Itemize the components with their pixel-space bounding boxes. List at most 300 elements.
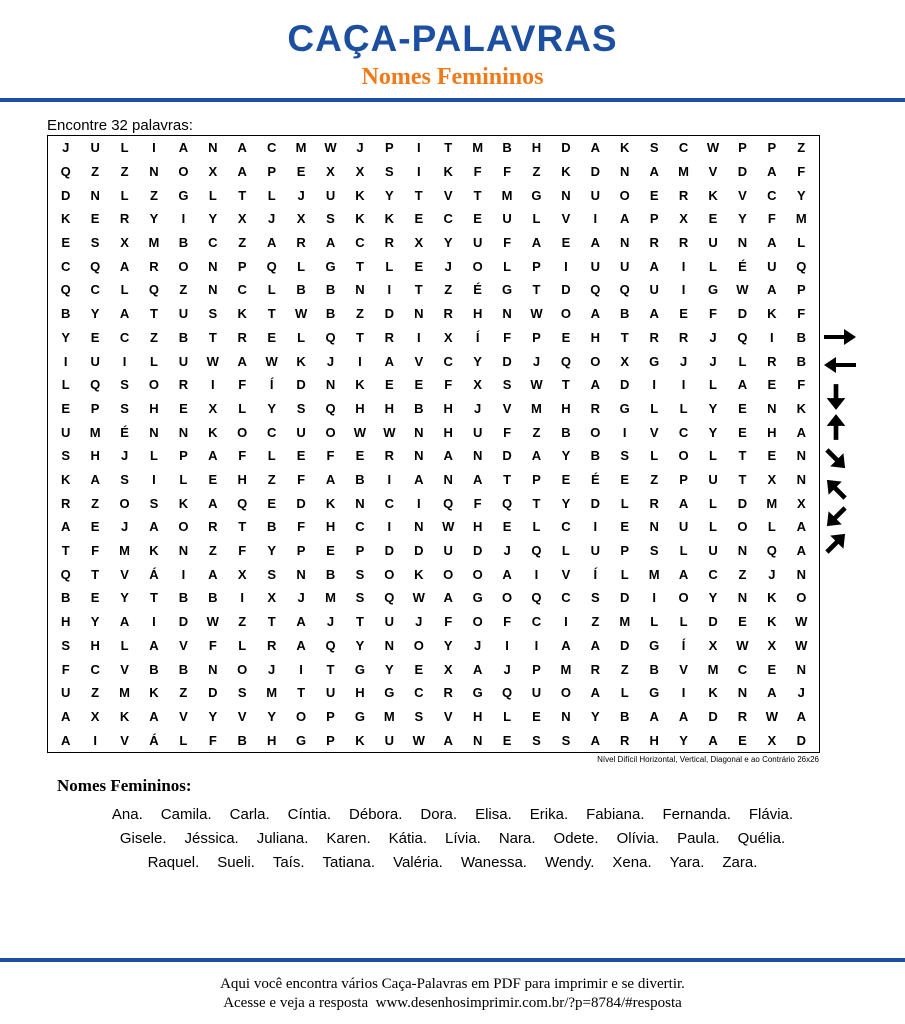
grid-cell[interactable]: M [648, 566, 660, 582]
grid-cell[interactable]: E [561, 472, 571, 488]
grid-cell[interactable]: T [238, 519, 247, 535]
grid-cell[interactable]: O [237, 424, 248, 440]
grid-cell[interactable]: D [737, 306, 748, 322]
grid-cell[interactable]: U [649, 282, 659, 298]
grid-cell[interactable]: P [532, 329, 541, 345]
grid-cell[interactable]: Y [561, 495, 571, 511]
grid-cell[interactable]: D [208, 685, 218, 701]
grid-cell[interactable]: E [738, 614, 747, 630]
grid-cell[interactable]: I [93, 732, 97, 748]
grid-cell[interactable]: R [384, 235, 395, 251]
grid-cell[interactable]: L [267, 187, 276, 203]
grid-cell[interactable]: O [237, 661, 248, 677]
grid-cell[interactable]: L [503, 258, 512, 274]
grid-cell[interactable]: J [797, 685, 805, 701]
grid-cell[interactable]: E [738, 400, 747, 416]
grid-cell[interactable]: E [561, 329, 571, 345]
grid-cell[interactable]: Y [473, 353, 482, 369]
grid-cell[interactable]: Y [149, 211, 159, 227]
grid-cell[interactable]: F [503, 614, 512, 630]
grid-cell[interactable]: A [678, 708, 689, 724]
grid-cell[interactable]: O [384, 566, 395, 582]
grid-cell[interactable]: J [120, 519, 129, 535]
grid-cell[interactable]: T [326, 661, 335, 677]
grid-cell[interactable]: K [119, 708, 130, 724]
grid-cell[interactable]: U [90, 140, 100, 156]
grid-cell[interactable]: M [295, 140, 307, 156]
grid-cell[interactable]: U [443, 543, 453, 559]
grid-cell[interactable]: C [561, 519, 571, 535]
grid-cell[interactable]: S [326, 211, 335, 227]
grid-cell[interactable]: K [149, 685, 159, 701]
grid-cell[interactable]: A [796, 424, 806, 440]
grid-cell[interactable]: L [61, 377, 70, 393]
grid-cell[interactable]: L [179, 472, 188, 488]
grid-cell[interactable]: D [502, 448, 512, 464]
grid-cell[interactable]: L [650, 400, 659, 416]
grid-cell[interactable]: L [709, 258, 717, 274]
grid-cell[interactable]: G [325, 258, 336, 274]
grid-cell[interactable]: Q [325, 637, 336, 653]
grid-cell[interactable]: F [767, 211, 776, 227]
grid-cell[interactable]: O [590, 353, 601, 369]
grid-cell[interactable]: Á [149, 732, 159, 748]
grid-cell[interactable]: N [208, 282, 218, 298]
grid-cell[interactable]: K [325, 495, 336, 511]
grid-cell[interactable]: G [384, 685, 395, 701]
grid-cell[interactable]: W [206, 353, 219, 369]
grid-cell[interactable]: M [707, 661, 719, 677]
grid-cell[interactable]: O [560, 685, 571, 701]
grid-cell[interactable]: H [266, 732, 277, 748]
grid-cell[interactable]: A [767, 235, 777, 251]
grid-cell[interactable]: K [620, 140, 630, 156]
grid-cell[interactable]: Z [91, 685, 100, 701]
grid-cell[interactable]: M [383, 708, 395, 724]
grid-cell[interactable]: C [208, 235, 218, 251]
grid-cell[interactable]: N [737, 235, 748, 251]
grid-cell[interactable]: L [267, 282, 276, 298]
grid-cell[interactable]: F [238, 543, 247, 559]
grid-cell[interactable]: C [237, 282, 247, 298]
grid-cell[interactable]: N [296, 566, 306, 582]
grid-cell[interactable]: Q [90, 377, 101, 393]
grid-cell[interactable]: X [208, 400, 218, 416]
grid-cell[interactable]: K [355, 187, 365, 203]
grid-cell[interactable]: A [296, 637, 306, 653]
grid-cell[interactable]: X [120, 235, 129, 251]
grid-cell[interactable]: I [652, 590, 656, 606]
grid-cell[interactable]: Q [237, 495, 248, 511]
grid-cell[interactable]: K [355, 732, 365, 748]
grid-cell[interactable]: R [443, 685, 453, 701]
grid-cell[interactable]: X [473, 377, 482, 393]
grid-cell[interactable]: P [620, 543, 630, 559]
grid-cell[interactable]: J [474, 400, 482, 416]
grid-cell[interactable]: T [620, 329, 629, 345]
grid-cell[interactable]: Q [619, 282, 630, 298]
grid-cell[interactable]: R [678, 187, 689, 203]
grid-cell[interactable]: K [708, 685, 718, 701]
grid-cell[interactable]: A [296, 614, 306, 630]
grid-cell[interactable]: S [296, 400, 306, 416]
grid-cell[interactable]: H [325, 519, 336, 535]
grid-cell[interactable]: I [358, 353, 362, 369]
grid-cell[interactable]: X [355, 164, 365, 180]
grid-cell[interactable]: S [61, 637, 71, 653]
grid-cell[interactable]: S [208, 306, 218, 322]
grid-cell[interactable]: E [267, 495, 276, 511]
grid-cell[interactable]: R [590, 661, 601, 677]
grid-cell[interactable]: E [738, 732, 747, 748]
grid-cell[interactable]: O [737, 519, 748, 535]
grid-cell[interactable]: H [149, 400, 159, 416]
grid-cell[interactable]: I [152, 614, 156, 630]
grid-cell[interactable]: X [443, 329, 453, 345]
grid-cell[interactable]: S [502, 377, 512, 393]
grid-cell[interactable]: K [767, 614, 777, 630]
grid-cell[interactable]: C [90, 282, 100, 298]
grid-cell[interactable]: C [708, 566, 718, 582]
grid-cell[interactable]: W [530, 306, 543, 322]
grid-cell[interactable]: I [505, 637, 509, 653]
grid-cell[interactable]: U [384, 614, 395, 630]
grid-cell[interactable]: P [532, 661, 541, 677]
grid-cell[interactable]: M [795, 211, 807, 227]
grid-cell[interactable]: I [416, 164, 421, 180]
grid-cell[interactable]: W [442, 519, 455, 535]
grid-cell[interactable]: E [414, 661, 424, 677]
grid-cell[interactable]: J [532, 353, 541, 369]
grid-cell[interactable]: H [355, 400, 365, 416]
grid-cell[interactable]: Z [91, 495, 100, 511]
grid-cell[interactable]: J [120, 448, 129, 464]
grid-cell[interactable]: L [709, 377, 717, 393]
grid-cell[interactable]: C [384, 495, 395, 511]
grid-cell[interactable]: N [208, 661, 218, 677]
grid-cell[interactable]: I [593, 519, 598, 535]
grid-cell[interactable]: A [61, 732, 71, 748]
grid-cell[interactable]: A [796, 708, 806, 724]
grid-cell[interactable]: B [61, 590, 71, 606]
grid-cell[interactable]: F [91, 543, 100, 559]
grid-cell[interactable]: I [240, 590, 245, 606]
grid-cell[interactable]: Q [325, 329, 336, 345]
grid-cell[interactable]: W [765, 708, 778, 724]
grid-cell[interactable]: L [709, 519, 717, 535]
grid-cell[interactable]: I [564, 614, 568, 630]
grid-cell[interactable]: L [120, 282, 129, 298]
grid-cell[interactable]: D [620, 377, 630, 393]
grid-cell[interactable]: C [90, 661, 100, 677]
grid-cell[interactable]: A [149, 637, 159, 653]
grid-cell[interactable]: A [237, 140, 247, 156]
grid-cell[interactable]: B [178, 661, 189, 677]
grid-cell[interactable]: U [708, 472, 718, 488]
grid-cell[interactable]: D [296, 495, 306, 511]
grid-cell[interactable]: D [737, 164, 748, 180]
grid-cell[interactable]: É [120, 424, 129, 440]
grid-cell[interactable]: Q [590, 282, 601, 298]
grid-cell[interactable]: Y [708, 400, 718, 416]
grid-cell[interactable]: B [325, 566, 336, 582]
grid-cell[interactable]: E [208, 472, 218, 488]
grid-cell[interactable]: F [797, 306, 806, 322]
grid-cell[interactable]: O [178, 164, 189, 180]
grid-cell[interactable]: O [472, 566, 483, 582]
grid-cell[interactable]: O [296, 708, 307, 724]
grid-cell[interactable]: U [472, 235, 483, 251]
grid-cell[interactable]: I [534, 637, 539, 653]
grid-cell[interactable]: E [708, 211, 718, 227]
grid-cell[interactable]: R [149, 258, 159, 274]
grid-cell[interactable]: O [178, 258, 189, 274]
grid-cell[interactable]: K [561, 164, 571, 180]
grid-cell[interactable]: J [268, 211, 276, 227]
grid-cell[interactable]: E [414, 377, 424, 393]
grid-cell[interactable]: F [709, 306, 717, 322]
grid-cell[interactable]: V [649, 424, 659, 440]
grid-cell[interactable]: Y [355, 637, 365, 653]
grid-cell[interactable]: U [590, 543, 601, 559]
grid-cell[interactable]: S [561, 732, 571, 748]
grid-cell[interactable]: F [61, 661, 70, 677]
grid-cell[interactable]: I [387, 519, 392, 535]
grid-cell[interactable]: F [797, 164, 806, 180]
grid-cell[interactable]: E [296, 164, 306, 180]
grid-cell[interactable]: D [708, 614, 718, 630]
grid-cell[interactable]: A [708, 732, 718, 748]
grid-cell[interactable]: Z [208, 543, 217, 559]
grid-cell[interactable]: A [767, 282, 777, 298]
grid-cell[interactable]: W [412, 732, 425, 748]
grid-cell[interactable]: G [707, 282, 719, 298]
grid-cell[interactable]: N [414, 306, 424, 322]
grid-cell[interactable]: P [649, 211, 659, 227]
grid-cell[interactable]: L [150, 353, 158, 369]
grid-cell[interactable]: R [620, 732, 630, 748]
grid-cell[interactable]: K [61, 211, 71, 227]
grid-cell[interactable]: U [620, 258, 630, 274]
grid-cell[interactable]: O [678, 448, 689, 464]
grid-cell[interactable]: R [208, 519, 218, 535]
grid-cell[interactable]: F [503, 235, 512, 251]
grid-cell[interactable]: J [326, 353, 335, 369]
grid-cell[interactable]: H [90, 448, 100, 464]
grid-cell[interactable]: L [238, 400, 247, 416]
grid-cell[interactable]: S [90, 235, 100, 251]
grid-cell[interactable]: W [383, 424, 396, 440]
grid-cell[interactable]: I [181, 566, 186, 582]
grid-cell[interactable]: L [532, 519, 541, 535]
grid-cell[interactable]: T [414, 282, 423, 298]
grid-cell[interactable]: O [796, 590, 807, 606]
grid-cell[interactable]: G [296, 732, 307, 748]
grid-cell[interactable]: R [590, 400, 601, 416]
grid-cell[interactable]: M [766, 495, 778, 511]
grid-cell[interactable]: L [709, 495, 717, 511]
grid-cell[interactable]: A [90, 472, 100, 488]
grid-cell[interactable]: P [326, 708, 335, 724]
grid-cell[interactable]: N [561, 187, 571, 203]
grid-cell[interactable]: O [472, 258, 483, 274]
grid-cell[interactable]: Y [708, 590, 718, 606]
grid-cell[interactable]: T [355, 614, 364, 630]
grid-cell[interactable]: M [531, 400, 542, 416]
grid-cell[interactable]: E [414, 258, 424, 274]
grid-cell[interactable]: P [296, 543, 306, 559]
grid-cell[interactable]: T [355, 258, 364, 274]
grid-cell[interactable]: I [622, 424, 627, 440]
grid-cell[interactable]: W [795, 637, 808, 653]
grid-cell[interactable]: A [266, 235, 277, 251]
grid-cell[interactable]: S [649, 543, 659, 559]
grid-cell[interactable]: N [178, 424, 189, 440]
grid-cell[interactable]: A [767, 685, 777, 701]
grid-cell[interactable]: B [178, 235, 189, 251]
grid-cell[interactable]: L [385, 258, 394, 274]
grid-cell[interactable]: V [738, 187, 747, 203]
grid-cell[interactable]: T [738, 472, 747, 488]
grid-cell[interactable]: Z [355, 306, 364, 322]
grid-cell[interactable]: G [472, 590, 483, 606]
grid-cell[interactable]: A [649, 306, 659, 322]
grid-cell[interactable]: T [355, 329, 364, 345]
grid-cell[interactable]: A [443, 590, 453, 606]
grid-cell[interactable]: Y [90, 306, 100, 322]
grid-cell[interactable]: G [649, 353, 660, 369]
grid-cell[interactable]: F [297, 519, 306, 535]
grid-cell[interactable]: K [355, 211, 365, 227]
grid-cell[interactable]: T [738, 448, 747, 464]
grid-cell[interactable]: Q [531, 590, 542, 606]
grid-cell[interactable]: M [560, 661, 572, 677]
grid-cell[interactable]: Y [708, 424, 718, 440]
grid-cell[interactable]: Í [475, 329, 480, 345]
grid-cell[interactable]: A [590, 377, 601, 393]
grid-cell[interactable]: O [178, 519, 189, 535]
grid-cell[interactable]: N [737, 590, 748, 606]
grid-cell[interactable]: A [649, 164, 659, 180]
grid-cell[interactable]: I [416, 140, 421, 156]
grid-cell[interactable]: L [620, 685, 629, 701]
grid-cell[interactable]: N [561, 708, 571, 724]
grid-cell[interactable]: J [444, 258, 452, 274]
grid-cell[interactable]: A [237, 353, 247, 369]
grid-cell[interactable]: C [678, 424, 689, 440]
grid-cell[interactable]: L [150, 448, 158, 464]
grid-cell[interactable]: R [443, 306, 453, 322]
grid-cell[interactable]: Z [238, 235, 247, 251]
grid-cell[interactable]: X [767, 472, 777, 488]
grid-cell[interactable]: Z [179, 282, 188, 298]
grid-cell[interactable]: D [472, 543, 483, 559]
grid-cell[interactable]: U [296, 424, 306, 440]
grid-cell[interactable]: N [796, 661, 806, 677]
grid-cell[interactable]: B [620, 306, 630, 322]
grid-cell[interactable]: O [148, 377, 160, 393]
grid-cell[interactable]: Z [150, 187, 158, 203]
grid-cell[interactable]: T [61, 543, 70, 559]
grid-cell[interactable]: E [649, 187, 659, 203]
grid-cell[interactable]: W [324, 140, 337, 156]
grid-cell[interactable]: L [120, 637, 129, 653]
grid-cell[interactable]: A [678, 566, 689, 582]
grid-cell[interactable]: K [384, 211, 395, 227]
grid-cell[interactable]: S [649, 140, 659, 156]
grid-cell[interactable]: J [356, 140, 364, 156]
grid-cell[interactable]: M [266, 685, 278, 701]
grid-cell[interactable]: W [265, 353, 278, 369]
word-search-grid[interactable] [47, 135, 820, 753]
grid-cell[interactable]: H [443, 424, 453, 440]
grid-cell[interactable]: U [178, 353, 189, 369]
grid-cell[interactable]: V [561, 211, 571, 227]
grid-cell[interactable]: C [119, 329, 130, 345]
grid-cell[interactable]: B [620, 708, 630, 724]
grid-cell[interactable]: Y [590, 708, 600, 724]
grid-cell[interactable]: Y [796, 187, 806, 203]
grid-cell[interactable]: H [472, 708, 483, 724]
grid-cell[interactable]: A [208, 495, 218, 511]
grid-cell[interactable]: G [354, 708, 365, 724]
grid-cell[interactable]: I [564, 258, 568, 274]
grid-cell[interactable]: A [590, 685, 601, 701]
grid-cell[interactable]: E [679, 306, 688, 322]
grid-cell[interactable]: I [534, 566, 539, 582]
grid-cell[interactable]: I [181, 211, 186, 227]
grid-cell[interactable]: B [237, 732, 247, 748]
grid-cell[interactable]: K [355, 377, 365, 393]
grid-cell[interactable]: O [590, 424, 601, 440]
grid-cell[interactable]: F [444, 614, 453, 630]
grid-cell[interactable]: E [90, 211, 100, 227]
grid-cell[interactable]: J [326, 614, 335, 630]
grid-cell[interactable]: B [325, 282, 336, 298]
grid-cell[interactable]: A [237, 164, 247, 180]
grid-cell[interactable]: V [502, 400, 512, 416]
grid-cell[interactable]: C [767, 187, 777, 203]
grid-cell[interactable]: Í [593, 566, 598, 582]
grid-cell[interactable]: X [296, 211, 306, 227]
grid-cell[interactable]: N [796, 566, 806, 582]
grid-cell[interactable]: Z [238, 614, 247, 630]
grid-cell[interactable]: K [796, 400, 806, 416]
grid-cell[interactable]: F [238, 448, 247, 464]
grid-cell[interactable]: M [325, 590, 336, 606]
grid-cell[interactable]: I [387, 472, 392, 488]
grid-cell[interactable]: J [709, 329, 717, 345]
grid-cell[interactable]: A [61, 708, 71, 724]
grid-cell[interactable]: E [738, 424, 747, 440]
grid-cell[interactable]: Q [60, 164, 71, 180]
grid-cell[interactable]: I [652, 377, 656, 393]
grid-cell[interactable]: Q [501, 495, 513, 511]
grid-cell[interactable]: A [678, 495, 689, 511]
grid-cell[interactable]: J [503, 661, 511, 677]
grid-cell[interactable]: H [649, 732, 659, 748]
grid-cell[interactable]: U [90, 353, 100, 369]
grid-cell[interactable]: M [678, 164, 689, 180]
grid-cell[interactable]: A [472, 472, 483, 488]
grid-cell[interactable]: S [61, 448, 71, 464]
grid-cell[interactable]: B [266, 519, 277, 535]
grid-cell[interactable]: V [237, 708, 247, 724]
grid-cell[interactable]: S [620, 448, 630, 464]
grid-cell[interactable]: A [620, 211, 630, 227]
grid-cell[interactable]: L [179, 732, 188, 748]
grid-cell[interactable]: J [62, 140, 70, 156]
